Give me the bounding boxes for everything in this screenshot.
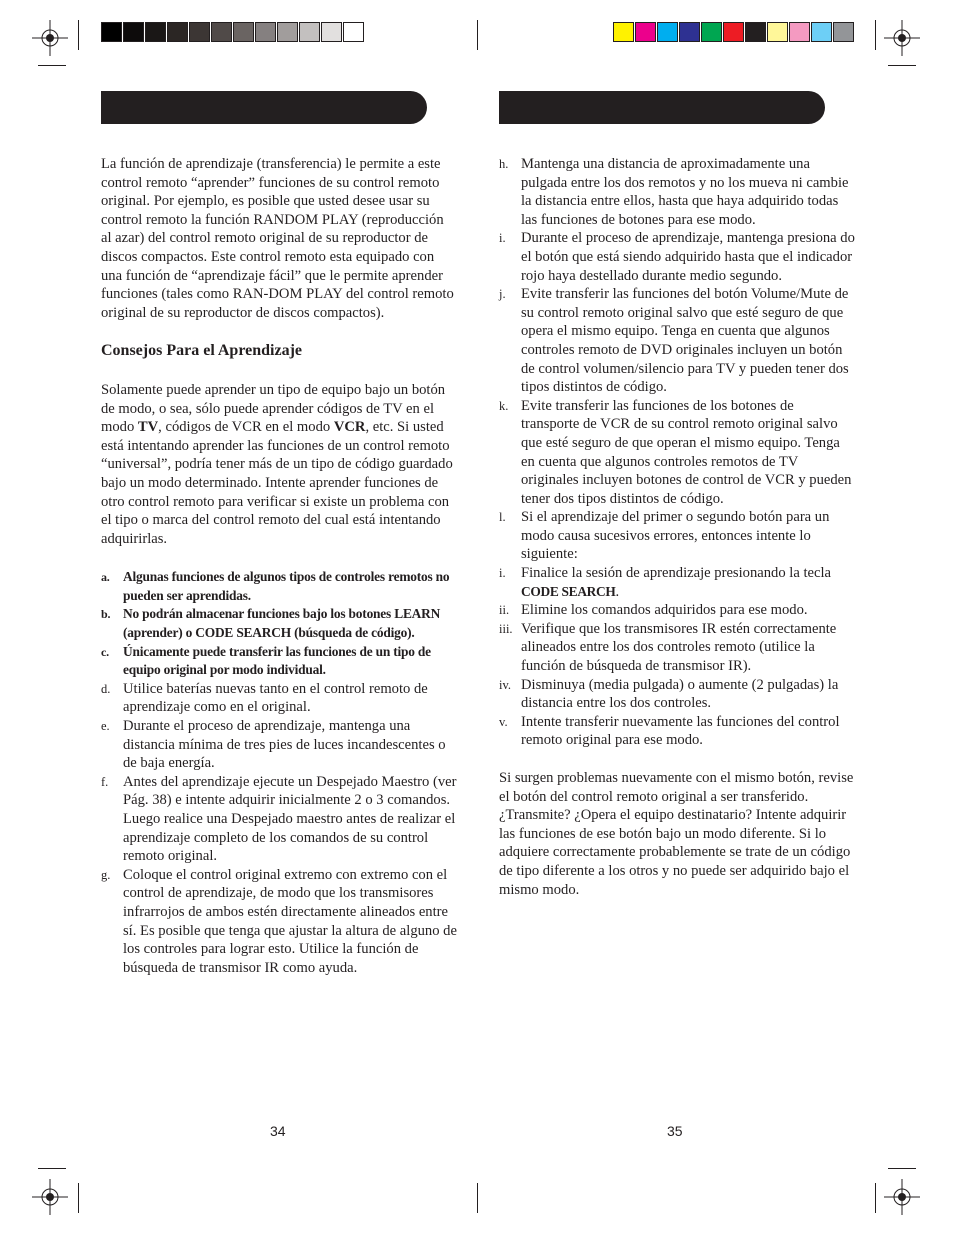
right-column <box>499 155 855 899</box>
crop-mark <box>875 1183 876 1213</box>
color-swatch <box>701 22 722 42</box>
intro-paragraph: La función de aprendizaje (transferencia) le permite a este control remoto “aprender” funciones de su control remoto original. Por ejemplo, es posible que usted desee usar su control remoto la función RANDOM PLAY (reproducción al azar) del control remoto original de su reproductor de discos compactos. Este control remoto esta equipado con una función de “aprendizaje fácil” que le permite aprender funciones (tales como RAN-DOM PLAY del control remoto original de su reproductor de discos compactos). <box>101 156 454 321</box>
crop-mark <box>38 65 66 66</box>
sub-list-item: ii. Elimine los comandos adquiridos para ese modo. <box>499 602 808 619</box>
list-item: f. Antes del aprendizaje ejecute un Despejado Maestro (ver Pág. 38) e intente adquirir inicialmente 2 o 3 comandos. Luego realice una Despejado maestro antes de realizar el aprendizaje completo de los comandos de su control remoto original. <box>101 773 457 865</box>
crop-mark <box>78 20 79 50</box>
tips-list-right <box>499 155 855 750</box>
page-number-left: 34 <box>270 1123 286 1139</box>
crop-mark <box>888 1168 916 1169</box>
color-swatch <box>299 22 320 42</box>
crosshair-icon <box>882 1177 922 1217</box>
list-item: k. Evite transferir las funciones de los botones de transporte de VCR de su control remoto original salvo que esté seguro de que operan el mismo equipo. Tenga en cuenta que algunos controles remotos de TV originales incluyen botones de control de VCR y pueden tener dos tipos distintos de código. <box>499 397 852 507</box>
list-item: j. Evite transferir las funciones del botón Volume/Mute de su control remoto original salvo que esté seguro de que opera el mismo equipo. Tenga en cuenta que algunos controles remoto de DVD originales incluyen un botón de control volumen/silencio para TV y pueden tener dos tipos distintos de código. <box>499 286 849 396</box>
list-item: b. No podrán almacenar funciones bajo los botones LEARN (aprender) o CODE SEARCH (búsqueda de código). <box>101 606 441 641</box>
color-swatch <box>745 22 766 42</box>
page-number-right: 35 <box>667 1123 683 1139</box>
mode-paragraph: Solamente puede aprender un tipo de equipo bajo un botón de modo, o sea, sólo puede aprender códigos de TV en el modo TV, códigos de VCR en el modo VCR, etc. Si usted está intentando aprender las funciones de un control remoto “universal”, podría tener más de un tipo de código guardado bajo un modo determinado. Intente aprender funciones de otro control remoto para verificar si existe un problema con el tipo o marca del control remoto del cual está intentando adquirirlas. <box>101 381 453 547</box>
sub-list-item: v. Intente transferir nuevamente las funciones del control remoto original para ese modo. <box>499 713 840 749</box>
color-swatch <box>101 22 122 42</box>
list-item: e. Durante el proceso de aprendizaje, mantenga una distancia mínima de tres pies de luces incandescentes o de baja energía. <box>101 718 446 772</box>
crop-mark <box>888 65 916 66</box>
color-swatch <box>723 22 744 42</box>
sub-list-item: iii. Verifique que los transmisores IR estén correctamente alineados entre los dos controles remoto (utilice la función de búsqueda de transmisor IR). <box>499 620 837 675</box>
closing-paragraph: Si surgen problemas nuevamente con el mismo botón, revise el botón del control remoto original a ser transferido. ¿Transmite? ¿Opera el equipo destinatario? Intente adquirir las funciones de ese botón bajo un modo diferente. Si lo adquiere correctamente probablemente se trate de un código de tipo diferente a los otros y no puede ser adquirido bajo el mismo modo. <box>499 770 854 898</box>
color-swatch <box>277 22 298 42</box>
right-header-bar <box>499 91 825 124</box>
color-swatch <box>233 22 254 42</box>
sub-list-item: iv. Disminuya (media pulgada) o aumente (2 pulgadas) la distancia entre los dos controles. <box>499 676 839 712</box>
crop-mark <box>477 20 478 50</box>
list-item: h. Mantenga una distancia de aproximadamente una pulgada entre los dos remotos y no los mueva ni cambie la distancia entre ellos, hasta que haya adquirido todas las funciones de botones para ese modo. <box>499 156 849 228</box>
left-header-bar <box>101 91 427 124</box>
color-swatch <box>679 22 700 42</box>
list-item: l. Si el aprendizaje del primer o segundo botón para un modo causa sucesivos errores, entonces intente lo siguiente: <box>499 509 830 563</box>
crop-mark <box>477 1183 478 1213</box>
list-item: i. Durante el proceso de aprendizaje, mantenga presiona do el botón que está siendo adquirido hasta que el indicador rojo haya destellado durante medio segundo. <box>499 230 855 284</box>
color-swatch <box>211 22 232 42</box>
color-swatch <box>321 22 342 42</box>
crosshair-icon <box>30 18 70 58</box>
color-swatch <box>767 22 788 42</box>
color-swatch <box>343 22 364 42</box>
color-swatch <box>789 22 810 42</box>
crop-mark <box>875 20 876 50</box>
crosshair-icon <box>882 18 922 58</box>
color-swatch <box>123 22 144 42</box>
color-swatch <box>189 22 210 42</box>
crop-mark <box>38 1168 66 1169</box>
list-item: g. Coloque el control original extremo con extremo con el control de aprendizaje, de modo que los transmisores infrarrojos de ambos estén directamente alineados entre sí. Es posible que tenga que ajustar la altura de alguno de los controles para lograr esto. Utilice la función de búsqueda de transmisor IR como ayuda. <box>101 866 457 976</box>
color-swatch <box>145 22 166 42</box>
color-swatch <box>167 22 188 42</box>
color-swatch <box>811 22 832 42</box>
tips-list-left <box>101 568 457 977</box>
color-swatch <box>613 22 634 42</box>
grayscale-color-bar <box>101 22 365 44</box>
crosshair-icon <box>30 1177 70 1217</box>
process-color-bar <box>613 22 855 44</box>
list-item: d. Utilice baterías nuevas tanto en el control remoto de aprendizaje como en el original. <box>101 680 428 716</box>
color-swatch <box>657 22 678 42</box>
crop-mark <box>78 1183 79 1213</box>
list-item: c. Únicamente puede transferir las funciones de un tipo de equipo original por modo individual. <box>101 643 431 678</box>
color-swatch <box>255 22 276 42</box>
section-heading: Consejos Para el Aprendizaje <box>101 342 303 360</box>
left-column <box>101 155 457 977</box>
sub-list-item: i. Finalice la sesión de aprendizaje presionando la tecla CODE SEARCH. <box>499 565 831 600</box>
color-swatch <box>635 22 656 42</box>
color-swatch <box>833 22 854 42</box>
list-item: a. Algunas funciones de algunos tipos de controles remotos no pueden ser aprendidas. <box>101 569 450 603</box>
